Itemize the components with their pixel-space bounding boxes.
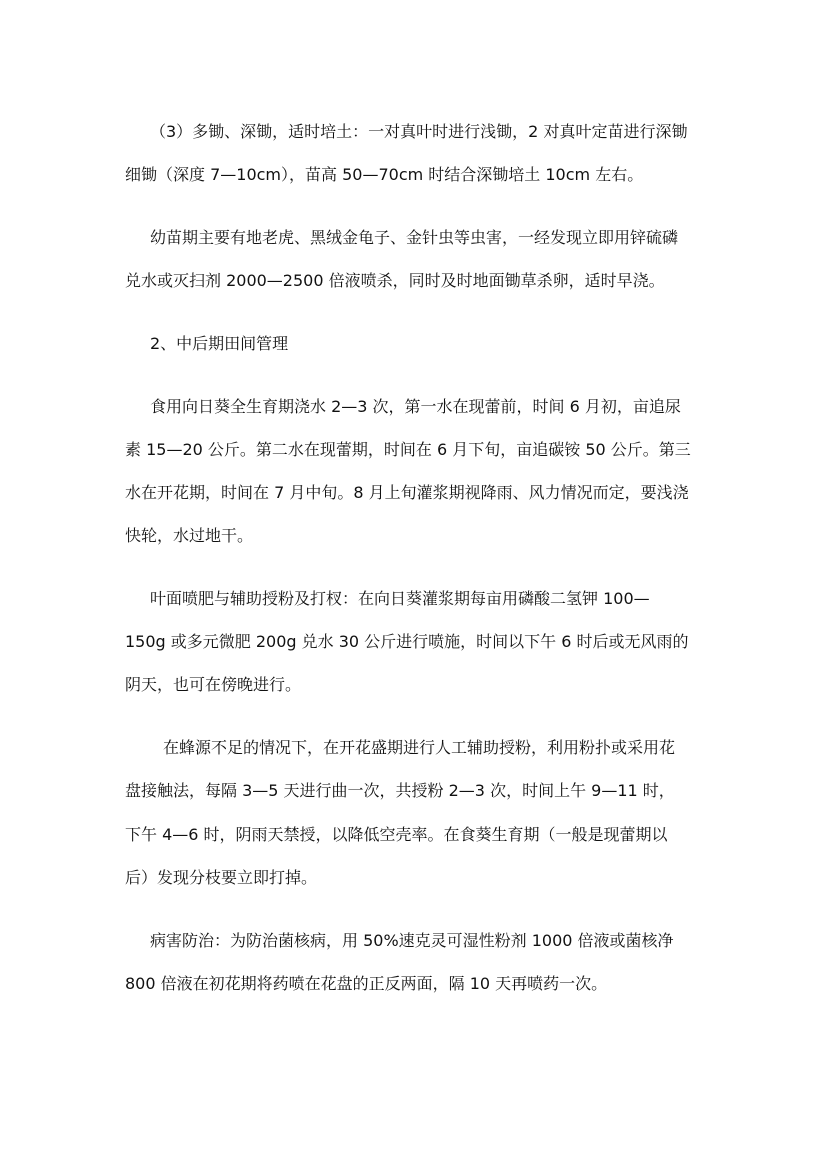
paragraph-6-line-2: 盘接触法，每隔 3—5 天进行曲一次，共授粉 2—3 次，时间上午 9—11 时， <box>125 781 675 800</box>
paragraph-7-line-1: 病害防治：为防治菌核病，用 50%速克灵可湿性粉剂 1000 倍液或菌核净 <box>150 931 674 950</box>
paragraph-1-line-2: 细锄（深度 7—10cm），苗高 50—70cm 时结合深锄培土 10cm 左右。 <box>125 165 644 184</box>
paragraph-2-line-2: 兑水或灭扫剂 2000—2500 倍液喷杀，同时及时地面锄草杀卵，适时早浇。 <box>125 271 665 290</box>
paragraph-5-line-1: 叶面喷肥与辅助授粉及打杈：在向日葵灌浆期每亩用磷酸二氢钾 100— <box>150 589 650 608</box>
paragraph-5-line-2: 150g 或多元微肥 200g 兑水 30 公斤进行喷施，时间以下午 6 时后或无风雨的 <box>125 632 689 651</box>
paragraph-1-line-1: （3）多锄、深锄，适时培土：一对真叶时进行浅锄，2 对真叶定苗进行深锄 <box>150 122 688 141</box>
paragraph-6-line-1: 在蜂源不足的情况下，在开花盛期进行人工辅助授粉，利用粉扑或采用花 <box>163 738 676 757</box>
paragraph-7-line-2: 800 倍液在初花期将药喷在花盘的正反两面，隔 10 天再喷药一次。 <box>125 974 608 993</box>
paragraph-4-line-3: 水在开花期，时间在 7 月中旬。8 月上旬灌浆期视降雨、风力情况而定，要浅浇 <box>125 483 689 502</box>
paragraph-6-line-3: 下午 4—6 时，阴雨天禁授，以降低空壳率。在食葵生育期（一般是现蕾期以 <box>125 825 668 844</box>
paragraph-4-line-4: 快轮，水过地干。 <box>125 526 254 545</box>
paragraph-4-line-2: 素 15—20 公斤。第二水在现蕾期，时间在 6 月下旬，亩追碳铵 50 公斤。第三 <box>125 440 691 459</box>
paragraph-5-line-3: 阴天，也可在傍晚进行。 <box>125 675 302 694</box>
paragraph-4-line-1: 食用向日葵全生育期浇水 2—3 次，第一水在现蕾前，时间 6 月初，亩追尿 <box>150 397 681 416</box>
paragraph-2-line-1: 幼苗期主要有地老虎、黑绒金龟子、金针虫等虫害，一经发现立即用锌硫磷 <box>150 228 679 247</box>
paragraph-6-line-4: 后）发现分枝要立即打掉。 <box>125 868 318 887</box>
section-heading: 2、中后期田间管理 <box>150 334 289 353</box>
